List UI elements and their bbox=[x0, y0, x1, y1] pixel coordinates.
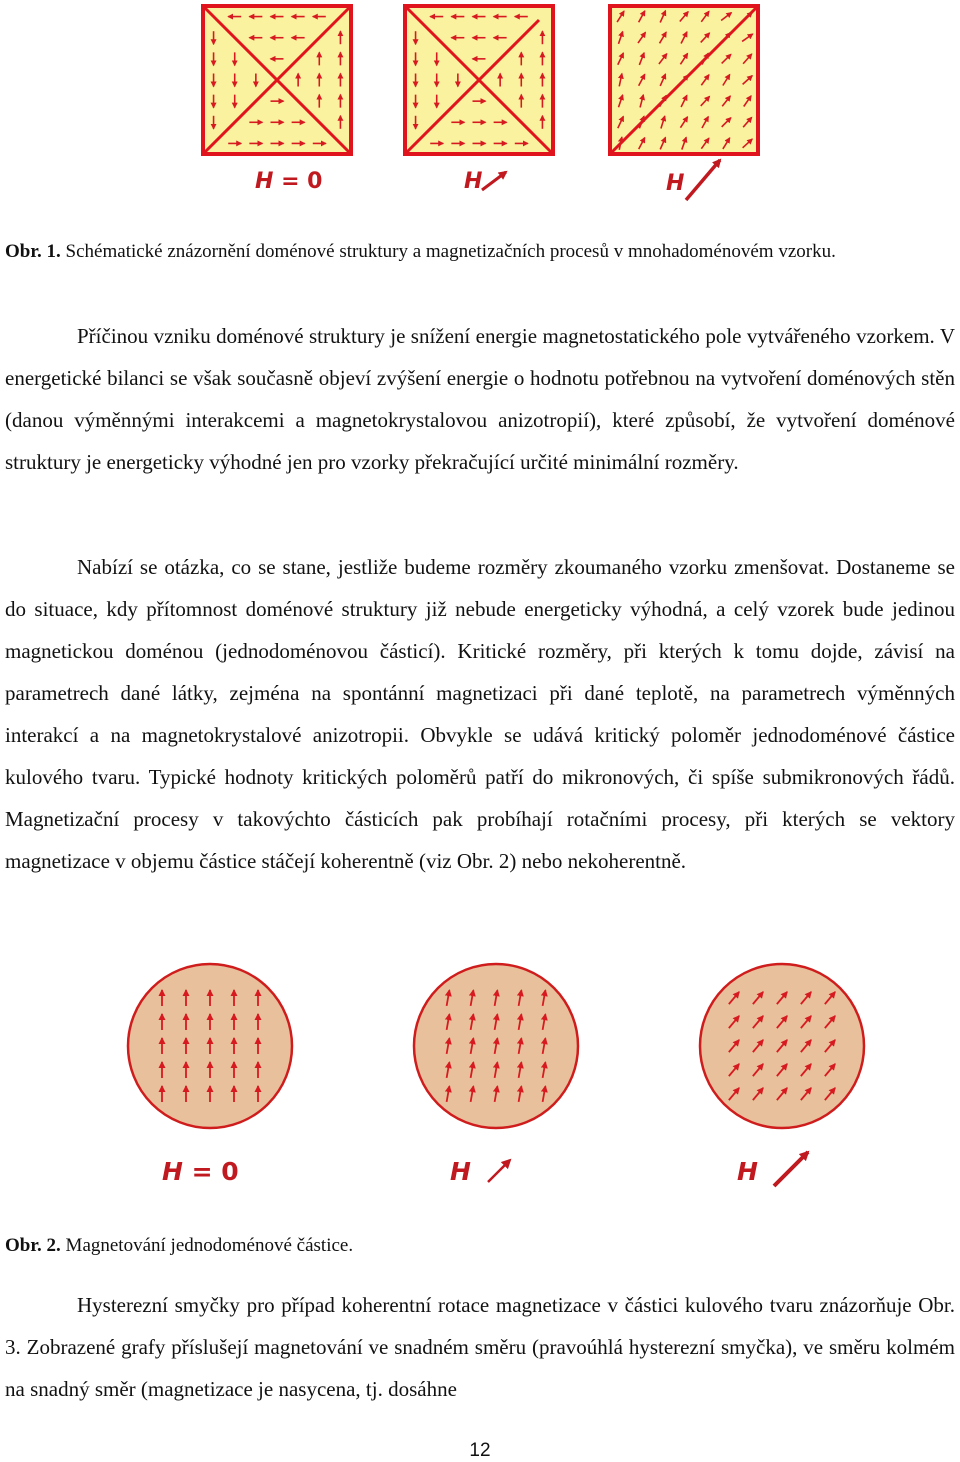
particle-circle-weak-field bbox=[414, 964, 578, 1128]
figure-2-caption bbox=[5, 1231, 955, 1260]
fig1-label-h-zero: H = 0 bbox=[255, 169, 323, 194]
particle-circle-h0 bbox=[128, 964, 292, 1128]
figure-1-caption-text: Schématické znázornění doménové struktury a magnetizačních procesů v mnohadoménovém vzorku. bbox=[60, 241, 836, 262]
domain-square-strong-field bbox=[610, 6, 758, 154]
particle-circle-strong-field bbox=[700, 964, 864, 1128]
figure-1-domain-structure bbox=[0, 0, 960, 210]
domain-square-h0 bbox=[203, 6, 351, 154]
fig2-label-h-weak: H bbox=[450, 1157, 471, 1186]
fig2-field-arrow-strong bbox=[774, 1152, 808, 1186]
fig2-field-arrow-weak bbox=[488, 1160, 510, 1182]
figure-2-caption-text: Magnetování jednodoménové částice. bbox=[60, 1235, 354, 1256]
figure-2-single-domain-particle bbox=[0, 960, 960, 1200]
fig1-field-arrow-strong bbox=[686, 160, 720, 200]
page-number: 12 bbox=[469, 1440, 491, 1461]
domain-square-weak-field bbox=[405, 6, 553, 154]
fig2-label-h-strong: H bbox=[737, 1157, 758, 1186]
paragraph-single-domain: Nabízí se otázka, co se stane, jestliže budeme rozměry zkoumaného vzorku zmenšovat. Dostaneme se do situace, kdy přítomnost doménové struktury již nebude energeticky výhodná, a celý vzorek bude jedinou magnetickou doménou (jednodoménovou částicí). Kritické rozměry, při kterých k tomu dojde, závisí na parametrech dané látky, zejména na spontánní magnetizaci při dané teplotě, na parametrech výměnných interakcí a na magnetokrystalové anizotropii. Obvykle se udává kritický poloměr jednodoménové částice kulového tvaru. Typické hodnoty kritických poloměrů patří do mikronových, či spíše submikronových řádů. Magnetizační procesy v takovýchto částicích pak probíhají rotačními procesy, při kterých se vektory magnetizace v objemu částice stáčejí koherentně (viz Obr. 2) nebo nekoherentně. bbox=[5, 555, 955, 873]
fig2-label-h-zero: H = 0 bbox=[162, 1157, 239, 1186]
figure-1-caption bbox=[5, 237, 955, 266]
fig1-field-arrow-weak bbox=[482, 172, 506, 190]
fig1-label-h-weak: H bbox=[464, 169, 483, 194]
paragraph-hysteresis: Hysterezní smyčky pro případ koherentní rotace magnetizace v částici kulového tvaru znázorňuje Obr. 3. Zobrazené grafy příslušejí magnetování ve snadném směru (pravoúhlá hysterezní smyčka), ve směru kolmém na snadný směr (magnetizace je nasycena, tj. dosáhne bbox=[5, 1293, 955, 1401]
figure-2-caption-label: Obr. 2. bbox=[5, 1235, 61, 1256]
paragraph-domain-origin: Příčinou vzniku doménové struktury je snížení energie magnetostatického pole vytvářeného vzorkem. V energetické bilanci se však současně objeví zvýšení energie o hodnotu potřebnou na vytvoření doménových stěn (danou výměnnými interakcemi a magnetokrystalovou anizotropií), které způsobí, že vytvoření doménové struktury je energeticky výhodné jen pro vzorky překračující určité minimální rozměry. bbox=[5, 324, 955, 474]
figure-1-caption-label: Obr. 1. bbox=[5, 241, 61, 262]
fig1-label-h-strong: H bbox=[666, 171, 685, 196]
